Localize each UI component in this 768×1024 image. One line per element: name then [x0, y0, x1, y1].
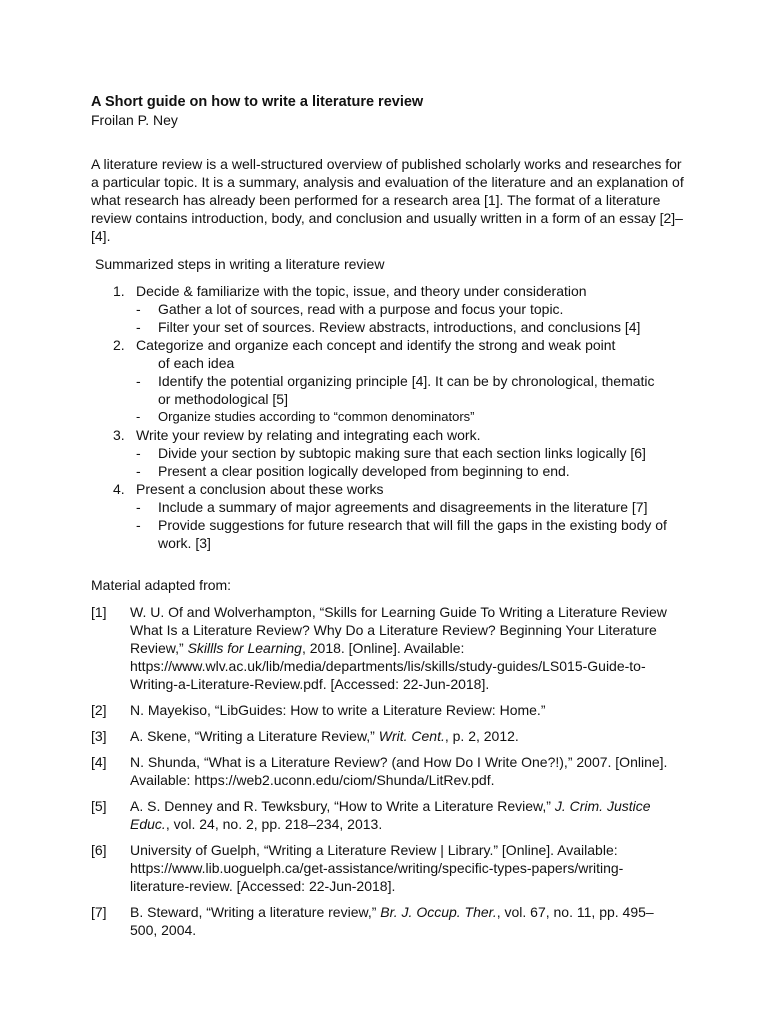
reference-post: , vol. 67, no. 11, pp. 495–500, 2004. [130, 904, 654, 938]
bullet-dash: - [136, 499, 141, 515]
bullet-dash: - [136, 517, 141, 533]
bullet-dash: - [136, 319, 141, 335]
step-text-continued: of each idea [158, 355, 235, 371]
reference-number: [6] [91, 842, 107, 858]
step-bullet [0, 372, 768, 408]
steps-heading: Summarized steps in writing a literature review [95, 256, 385, 272]
step-text: Decide & familiarize with the topic, issue, and theory under consideration [136, 283, 587, 299]
step-bullet [0, 318, 768, 336]
reference-text [130, 727, 680, 745]
reference-text [130, 797, 680, 833]
step-number: 1. [113, 283, 125, 299]
step-item [0, 480, 768, 552]
reference-item [0, 603, 768, 693]
reference-pre: W. U. Of and Wolverhampton, “Skills for Learning Guide To Writing a Literature Review What Is a Literature Review? Why Do a Literature Review? Beginning Your Literature Review,” [130, 604, 667, 656]
reference-source: J. Crim. Justice Educ. [130, 798, 651, 832]
reference-pre: University of Guelph, “Writing a Literature Review | Library.” [Online]. Available: https://www.lib.uoguelph.ca/get-assistance/writing/specific-types-papers/writing-literature-review. [Accessed: 22-Jun-2018]. [130, 842, 624, 894]
bullet-text: Identify the potential organizing principle [4]. It can be by chronological, thematic or methodological [5] [158, 373, 655, 407]
step-text: Categorize and organize each concept and identify the strong and weak point [136, 337, 616, 353]
reference-item [0, 701, 768, 719]
reference-number: [5] [91, 798, 107, 814]
bullet-dash: - [136, 463, 141, 479]
references-list [0, 603, 768, 947]
reference-post: , p. 2, 2012. [444, 728, 519, 744]
reference-text [130, 903, 680, 939]
bullet-dash: - [136, 445, 141, 461]
reference-post: , vol. 24, no. 2, pp. 218–234, 2013. [165, 816, 383, 832]
reference-post: , 2018. [Online]. Available: https://www.wlv.ac.uk/lib/media/departments/lis/skills/study-guides/LS015-Guide-to-Writing-a-Literature-Review.pdf. [Accessed: 22-Jun-2018]. [130, 640, 646, 692]
bullet-text: Provide suggestions for future research that will fill the gaps in the existing body of work. [3] [158, 517, 667, 551]
step-item [0, 336, 768, 426]
reference-item [0, 797, 768, 833]
step-text: Present a conclusion about these works [136, 481, 384, 497]
steps-list [0, 282, 768, 552]
reference-item [0, 727, 768, 745]
reference-text [130, 841, 680, 895]
reference-item [0, 903, 768, 939]
reference-source: Br. J. Occup. Ther. [380, 904, 497, 920]
reference-number: [7] [91, 904, 107, 920]
document-author: Froilan P. Ney [91, 112, 178, 128]
reference-source: Skillls for Learning [187, 640, 302, 656]
reference-pre: B. Steward, “Writing a literature review,” [130, 904, 381, 920]
material-heading: Material adapted from: [91, 577, 232, 593]
reference-item [0, 841, 768, 895]
step-bullet [0, 444, 768, 462]
reference-pre: N. Mayekiso, “LibGuides: How to write a Literature Review: Home.” [130, 702, 546, 718]
step-number: 3. [113, 427, 125, 443]
intro-paragraph: A literature review is a well-structured overview of published scholarly works and researches for a particular topic. It is a summary, analysis and evaluation of the literature and an explanation of what research has already been performed for a research area [1]. The format of a literature review contains introduction, body, and conclusion and usually written in a form of an essay [2]–[4]. [91, 156, 684, 244]
step-item [0, 282, 768, 336]
reference-text [130, 753, 680, 789]
reference-number: [1] [91, 604, 107, 620]
document-title: A Short guide on how to write a literature review [91, 94, 424, 110]
step-text: Write your review by relating and integrating each work. [136, 427, 481, 443]
bullet-text: Divide your section by subtopic making sure that each section links logically [6] [158, 445, 646, 461]
bullet-text: Filter your set of sources. Review abstracts, introductions, and conclusions [4] [158, 319, 641, 335]
step-bullet [0, 408, 768, 426]
bullet-text: Present a clear position logically developed from beginning to end. [158, 463, 570, 479]
step-bullet [0, 462, 768, 480]
step-number: 2. [113, 337, 125, 353]
step-item [0, 426, 768, 480]
step-number: 4. [113, 481, 125, 497]
reference-text [130, 701, 680, 719]
step-bullet [0, 516, 768, 552]
step-bullet [0, 498, 768, 516]
bullet-dash: - [136, 409, 141, 424]
bullet-text: Include a summary of major agreements and disagreements in the literature [7] [158, 499, 648, 515]
reference-text [130, 603, 680, 693]
bullet-text: Organize studies according to “common denominators” [158, 409, 475, 424]
step-bullet [0, 300, 768, 318]
reference-number: [2] [91, 702, 107, 718]
reference-pre: A. Skene, “Writing a Literature Review,” [130, 728, 379, 744]
reference-item [0, 753, 768, 789]
reference-number: [3] [91, 728, 107, 744]
reference-source: Writ. Cent. [378, 728, 445, 744]
bullet-dash: - [136, 373, 141, 389]
reference-pre: N. Shunda, “What is a Literature Review? (and How Do I Write One?!),” 2007. [Online]. Available: https://web2.uconn.edu/ciom/Shunda/LitRev.pdf. [130, 754, 668, 788]
reference-pre: A. S. Denney and R. Tewksbury, “How to Write a Literature Review,” [130, 798, 555, 814]
bullet-text: Gather a lot of sources, read with a purpose and focus your topic. [158, 301, 564, 317]
reference-number: [4] [91, 754, 107, 770]
bullet-dash: - [136, 301, 141, 317]
